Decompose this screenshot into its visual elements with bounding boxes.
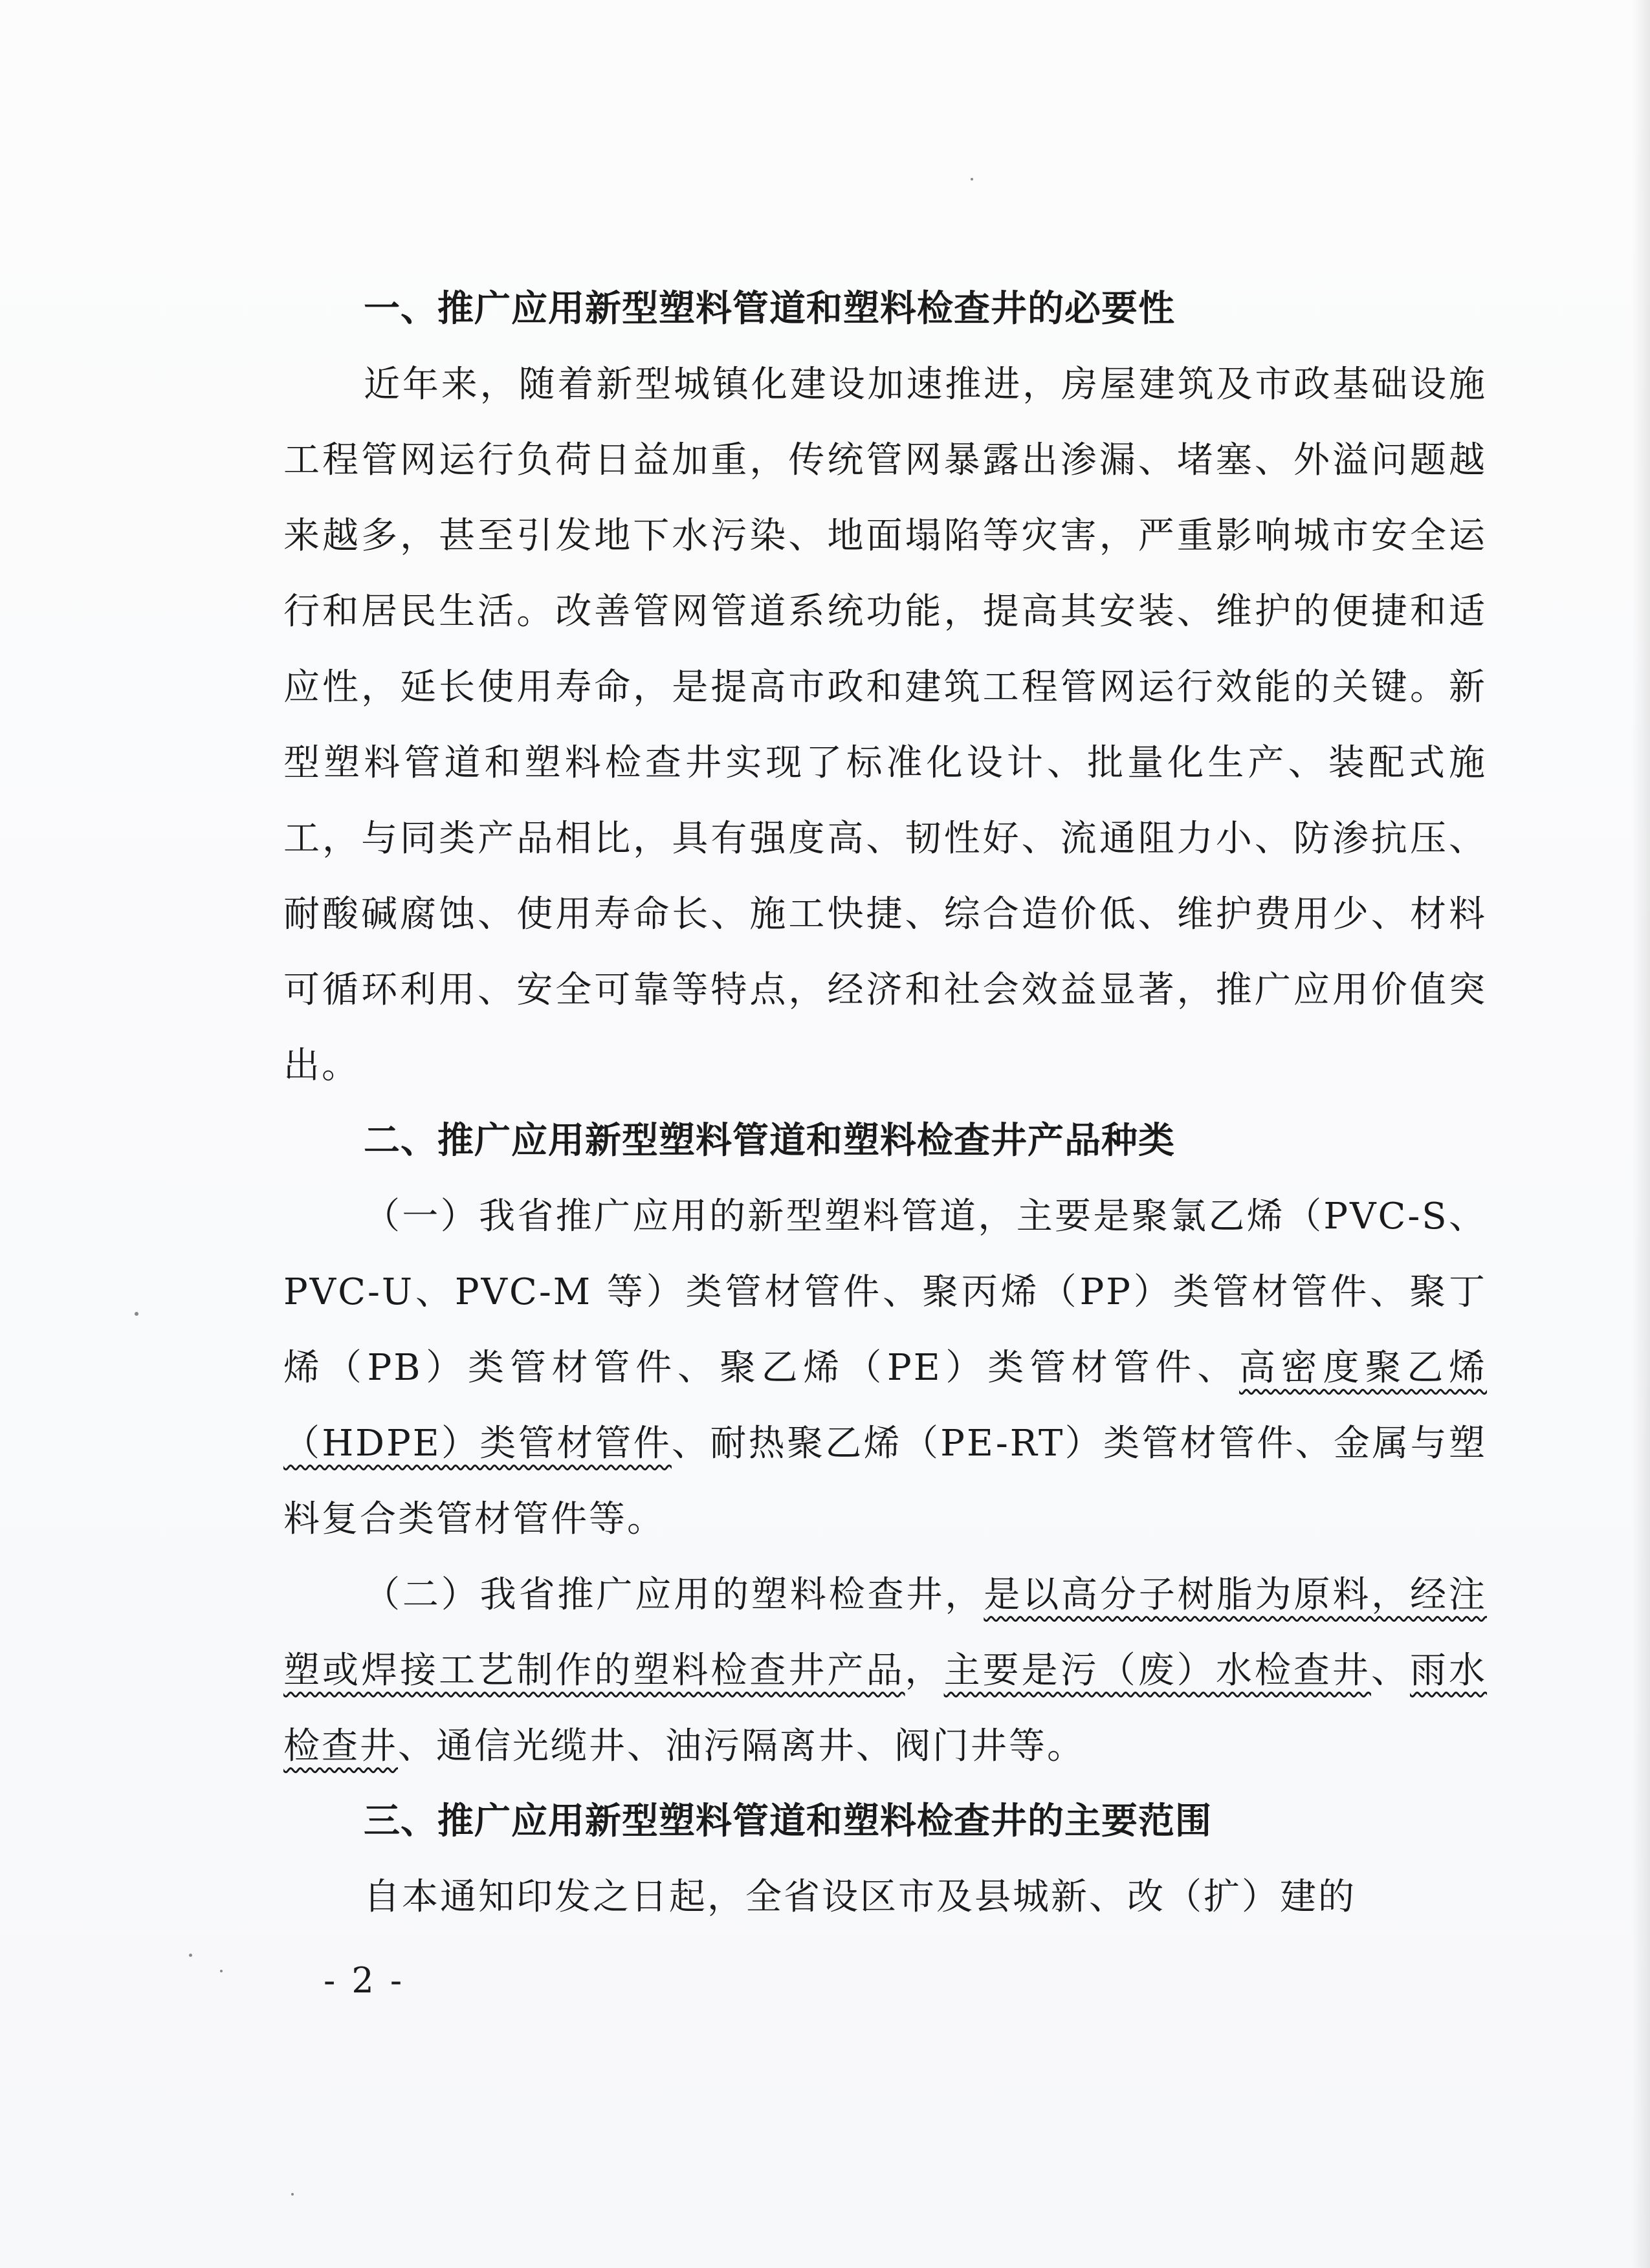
section-2-item-2 [283,1557,1487,1784]
section-2-heading: 二、推广应用新型塑料管道和塑料检查井产品种类 [364,1120,1175,1162]
scan-shadow-edge [1632,0,1650,2268]
document-body [283,272,1487,1935]
item-2-text-after: 、通信光缆井、油污隔离井、阀门井等。 [398,1725,1085,1767]
item-2-underlined-text-1: 是以高分子树脂为原料，经注塑或焊接工艺制作的塑料检查井产品 [283,1574,1488,1692]
section-3-heading: 三、推广应用新型塑料管道和塑料检查井的主要范围 [364,1800,1212,1842]
item-2-text-sep: 、 [1370,1650,1411,1692]
section-3-paragraph: 自本通知印发之日起，全省设区市及县城新、改（扩）建的 [364,1876,1356,1918]
item-2-underlined-text-3: 雨水检查井 [283,1650,1488,1767]
item-1-text-after: 、耐热聚乙烯（PE-RT）类管材管件、金属与塑料复合类管材管件等。 [283,1423,1487,1540]
item-2-text-before: （二）我省推广应用的塑料检查井， [364,1574,984,1616]
item-1-text-before: （一）我省推广应用的新型塑料管道，主要是聚氯乙烯（PVC-S、PVC-U、PVC-M 等）类管材管件、聚丙烯（PP）类管材管件、聚丁烯（PB）类管材管件、聚乙烯（PE）类管材管件、 [283,1195,1487,1389]
scan-speck [291,2193,294,2196]
page-number: - 2 - [324,1960,405,2001]
section-1-paragraph: 近年来，随着新型城镇化建设加速推进，房屋建筑及市政基础设施工程管网运行负荷日益加重，传统管网暴露出渗漏、堵塞、外溢问题越来越多，甚至引发地下水污染、地面塌陷等灾害，严重影响城市安全运行和居民生活。改善管网管道系统功能，提高其安装、维护的便捷和适应性，延长使用寿命，是提高市政和建筑工程管网运行效能的关键。新型塑料管道和塑料检查井实现了标准化设计、批量化生产、装配式施工，与同类产品相比，具有强度高、韧性好、流通阻力小、防渗抗压、耐酸碱腐蚀、使用寿命长、施工快捷、综合造价低、维护费用少、材料可循环利用、安全可靠等特点，经济和社会效益显著，推广应用价值突出。 [283,364,1487,1087]
scan-speck [220,1970,223,1972]
scan-speck [971,178,973,180]
item-2-text-middle: ， [905,1650,944,1692]
section-1-heading: 一、推广应用新型塑料管道和塑料检查井的必要性 [364,288,1175,330]
scan-speck [135,1312,138,1316]
scan-speck [189,1954,192,1957]
section-2-item-1 [283,1179,1487,1557]
item-2-underlined-text-2: 主要是污（废）水检查井 [943,1650,1371,1692]
item-1-underlined-text: 高密度聚乙烯（HDPE）类管材管件 [283,1347,1488,1465]
